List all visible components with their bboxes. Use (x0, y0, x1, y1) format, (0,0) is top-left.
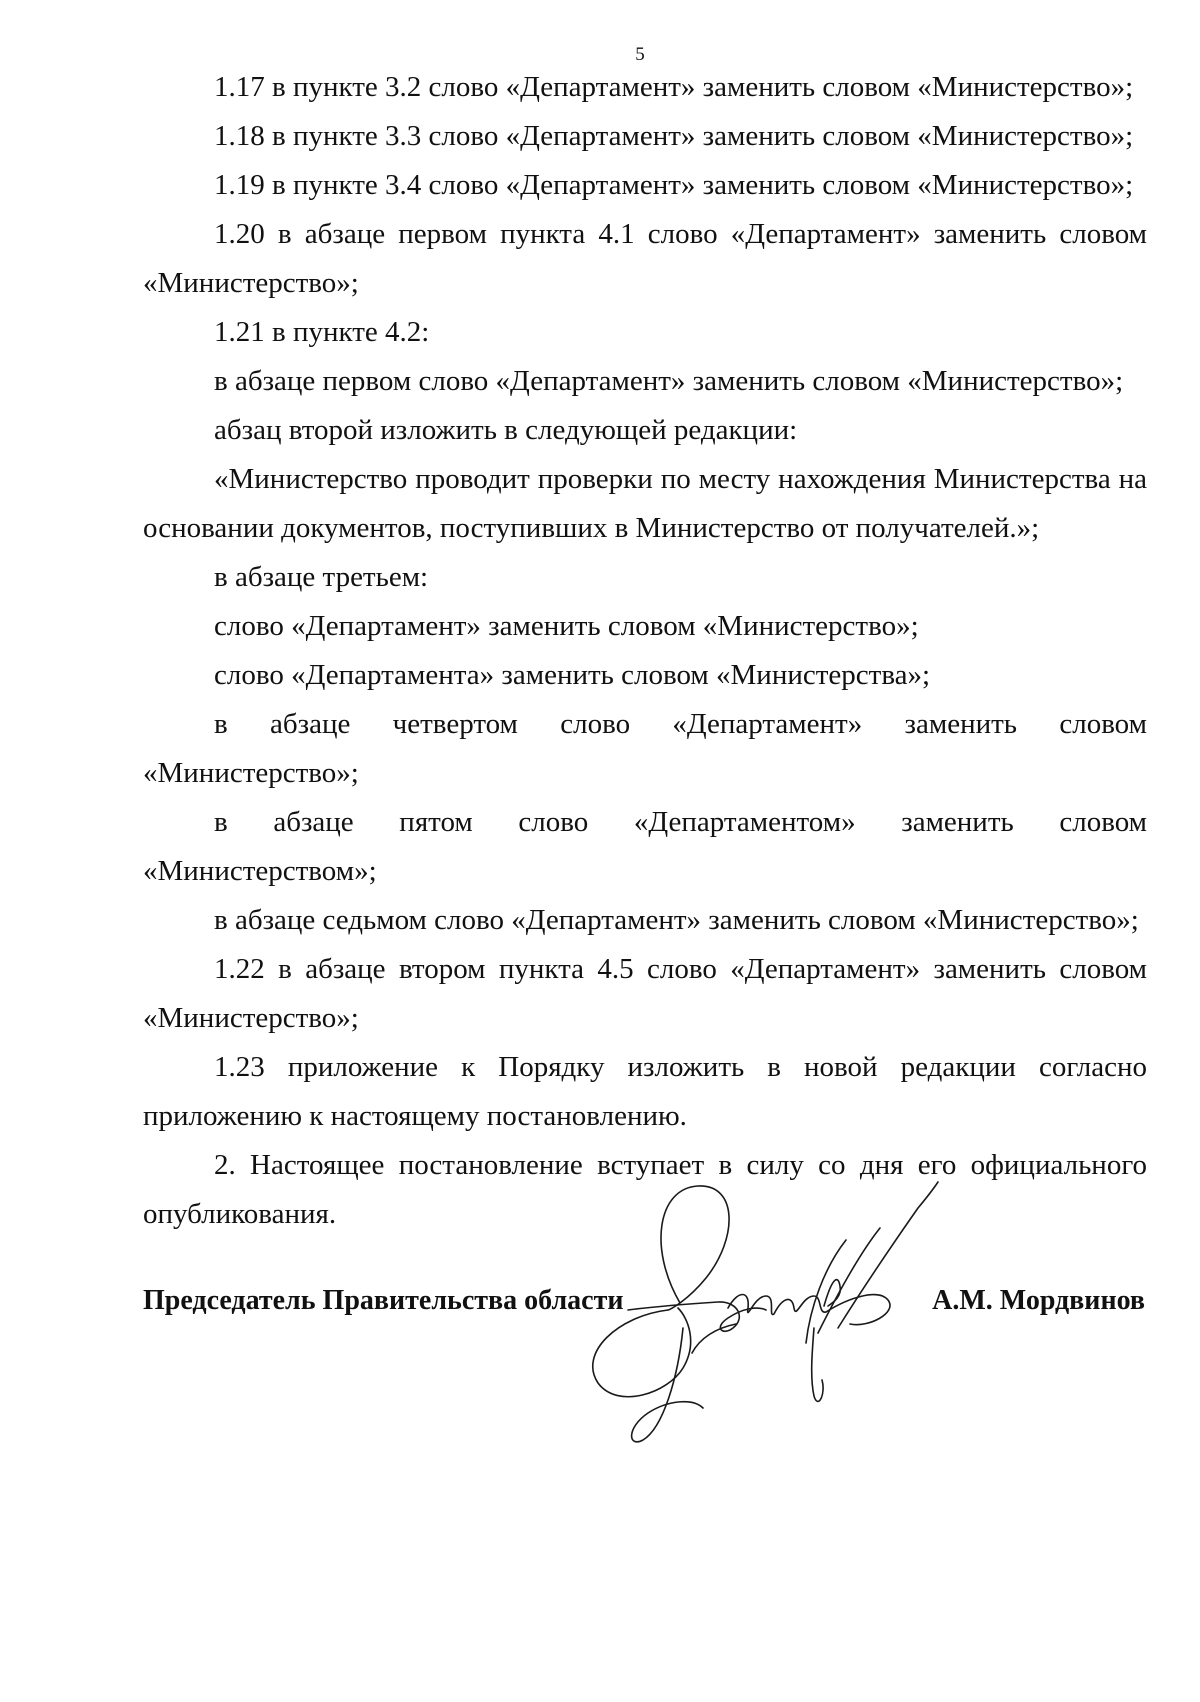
paragraph-new-wording: «Министерство проводит проверки по месту нахождения Министерства на основании документов, поступивших в Министерство от получателей.»; (143, 463, 1147, 544)
signer-name: А.М. Мордвинов (932, 1285, 1145, 1316)
paragraph-1-17: 1.17 в пункте 3.2 слово «Департамент» заменить словом «Министерство»; (214, 71, 1134, 103)
signer-title: Председатель Правительства области (143, 1285, 624, 1316)
paragraph-1-18: 1.18 в пункте 3.3 слово «Департамент» заменить словом «Министерство»; (214, 120, 1134, 152)
paragraph-2: 2. Настоящее постановление вступает в силу со дня его официального опубликования. (143, 1149, 1147, 1230)
paragraph-third-abzats: в абзаце третьем: (214, 561, 429, 593)
paragraph-seventh-abzats: в абзаце седьмом слово «Департамент» заменить словом «Министерство»; (214, 904, 1139, 936)
paragraph-1-23: 1.23 приложение к Порядку изложить в новой редакции согласно приложению к настоящему постановлению. (143, 1051, 1147, 1132)
paragraph-fourth-abzats: в абзаце четвертом слово «Департамент» заменить словом «Министерство»; (143, 708, 1147, 789)
paragraph-1-22: 1.22 в абзаце втором пункта 4.5 слово «Департамент» заменить словом «Министерство»; (143, 953, 1147, 1034)
paragraph-1-19: 1.19 в пункте 3.4 слово «Департамент» заменить словом «Министерство»; (214, 169, 1134, 201)
handwritten-signature-icon (588, 1178, 950, 1478)
paragraph-first-abzats: в абзаце первом слово «Департамент» заменить словом «Министерство»; (214, 365, 1124, 397)
paragraph-word-replace-2: слово «Департамента» заменить словом «Министерства»; (214, 659, 931, 691)
paragraph-fifth-abzats: в абзаце пятом слово «Департаментом» заменить словом «Министерством»; (143, 806, 1147, 887)
paragraph-word-replace-1: слово «Департамент» заменить словом «Министерство»; (214, 610, 919, 642)
paragraph-second-abzats: абзац второй изложить в следующей редакции: (214, 414, 798, 446)
document-body (143, 63, 1147, 1239)
paragraph-1-21: 1.21 в пункте 4.2: (214, 316, 430, 348)
page-number: 5 (635, 44, 645, 65)
paragraph-1-20: 1.20 в абзаце первом пункта 4.1 слово «Департамент» заменить словом «Министерство»; (143, 218, 1147, 299)
